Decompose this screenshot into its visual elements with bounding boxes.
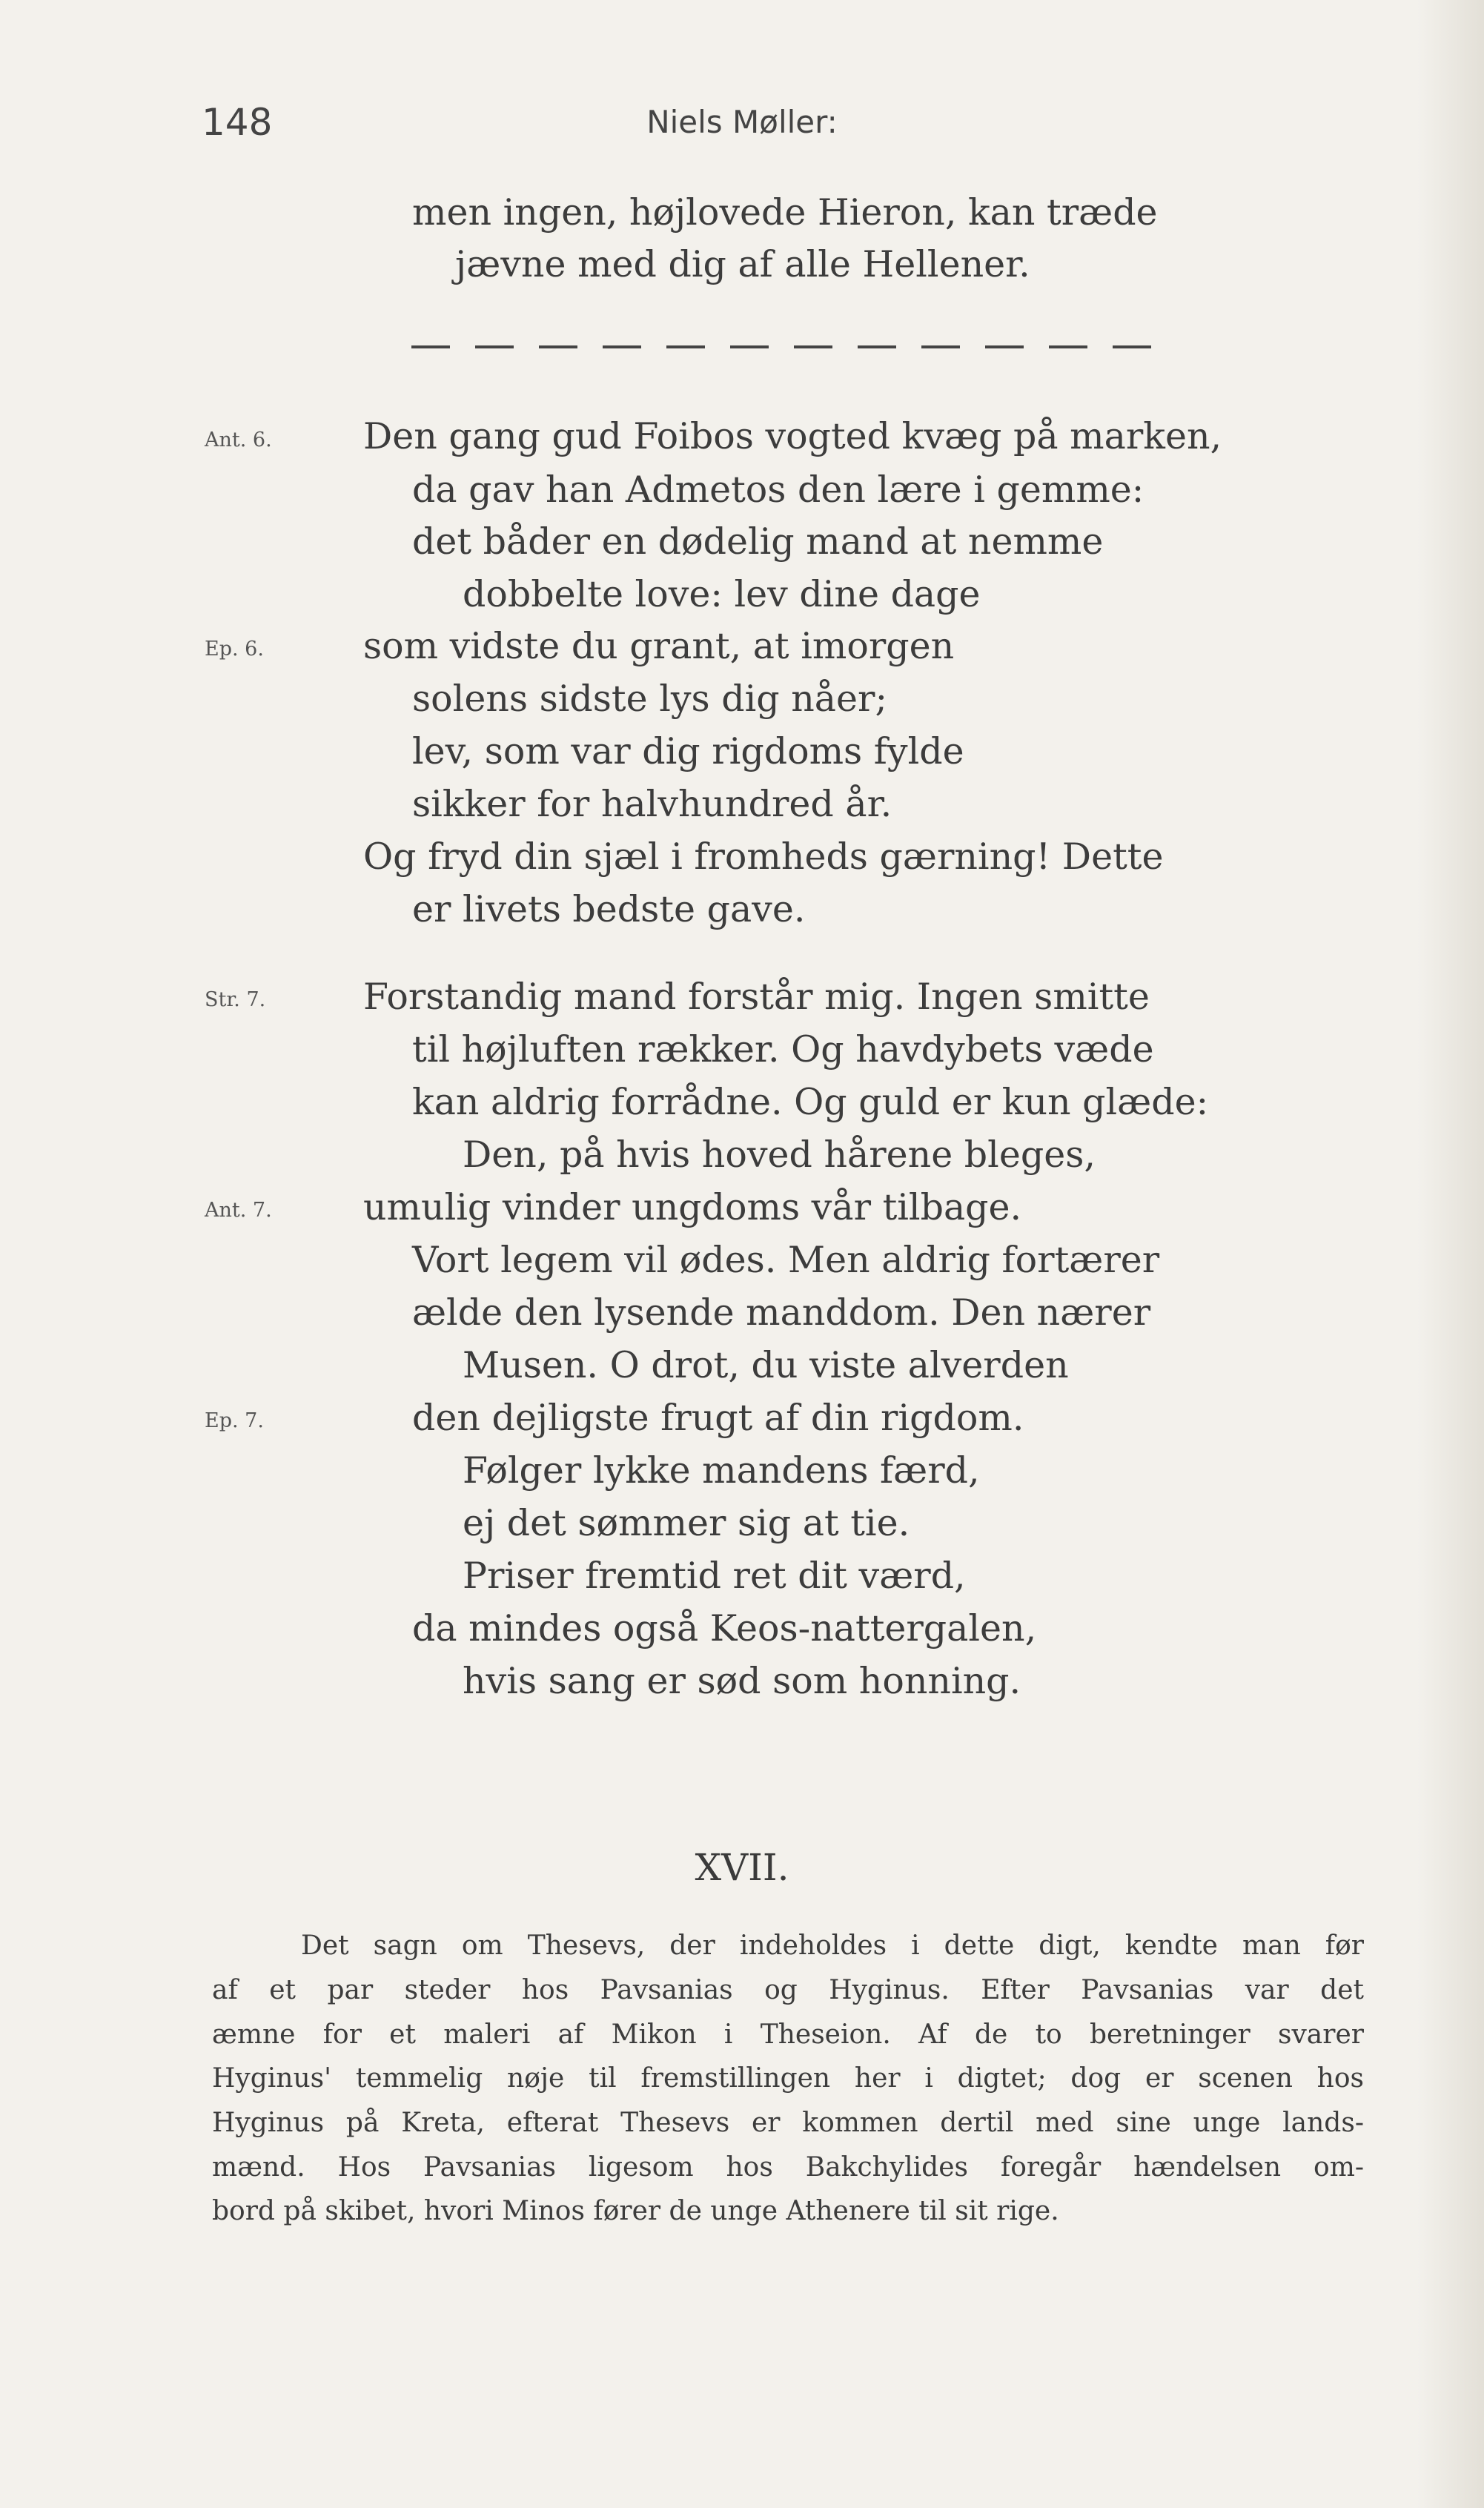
stanza-label: Ep. 6. [205, 638, 264, 661]
poem-line: Følger lykke mandens færd, [463, 1449, 980, 1492]
section-heading: XVII. [695, 1846, 789, 1889]
poem-line: Den, på hvis hoved hårene bleges, [463, 1134, 1096, 1176]
poem-line: Musen. O drot, du viste alverden [463, 1344, 1069, 1386]
poem-line: Vort legem vil ødes. Men aldrig fortærer [412, 1239, 1160, 1281]
poem-line: ej det sømmer sig at tie. [463, 1502, 910, 1544]
intro-line: mænd. Hos Pavsanias ligesom hos Bakchylides foregår hændelsen om- [212, 2152, 1364, 2183]
poem-line: da gav han Admetos den lære i gemme: [412, 469, 1145, 511]
poem-line: dobbelte love: lev dine dage [463, 573, 981, 615]
stanza-label: Ep. 7. [205, 1409, 264, 1432]
running-title: Niels Møller: [646, 104, 838, 140]
intro-line: Det sagn om Thesevs, der indeholdes i dette digt, kendte man før [301, 1930, 1364, 1961]
poem-line: umulig vinder ungdoms vår tilbage. [363, 1186, 1022, 1228]
intro-line: Hyginus' temmelig nøje til fremstillingen her i digtet; dog er scenen hos [212, 2063, 1364, 2094]
poem-line: Forstandig mand forstår mig. Ingen smitte [363, 976, 1150, 1018]
intro-line: æmne for et maleri af Mikon i Theseion. Af de to beretninger svarer [212, 2019, 1364, 2050]
poem-line: det båder en dødelig mand at nemme [412, 520, 1104, 563]
stanza-label: Ant. 7. [205, 1199, 272, 1222]
poem-line: ælde den lysende manddom. Den nærer [412, 1291, 1151, 1334]
poem-line: kan aldrig forrådne. Og guld er kun glæde: [412, 1081, 1209, 1123]
section-divider-dashes [411, 345, 1175, 348]
poem-line: den dejligste frugt af din rigdom. [412, 1397, 1024, 1439]
intro-line: bord på skibet, hvori Minos fører de unge Athenere til sit rige. [212, 2196, 1059, 2226]
poem-line: lev, som var dig rigdoms fylde [412, 730, 964, 772]
poem-line: da mindes også Keos-nattergalen, [412, 1607, 1037, 1650]
page-edge-shadow [1417, 0, 1484, 2508]
poem-line: Den gang gud Foibos vogted kvæg på marken, [363, 415, 1222, 457]
intro-line: af et par steder hos Pavsanias og Hyginus. Efter Pavsanias var det [212, 1975, 1364, 2005]
poem-line: til højluften rækker. Og havdybets væde [412, 1028, 1154, 1071]
poem-line: Og fryd din sjæl i fromheds gærning! Dette [363, 836, 1164, 878]
poem-line: solens sidste lys dig nåer; [412, 678, 887, 720]
poem-line: sikker for halvhundred år. [412, 783, 892, 825]
stanza-label: Ant. 6. [205, 429, 272, 451]
poem-line: er livets bedste gave. [412, 888, 806, 930]
poem-line: men ingen, højlovede Hieron, kan træde [412, 191, 1158, 234]
poem-line: som vidste du grant, at imorgen [363, 625, 955, 667]
page-number: 148 [202, 101, 273, 144]
stanza-label: Str. 7. [205, 988, 266, 1011]
poem-line: jævne med dig af alle Hellener. [455, 243, 1030, 285]
poem-line: Priser fremtid ret dit værd, [463, 1555, 966, 1597]
poem-line: hvis sang er sød som honning. [463, 1660, 1021, 1702]
intro-line: Hyginus på Kreta, efterat Thesevs er kommen dertil med sine unge lands- [212, 2108, 1364, 2138]
